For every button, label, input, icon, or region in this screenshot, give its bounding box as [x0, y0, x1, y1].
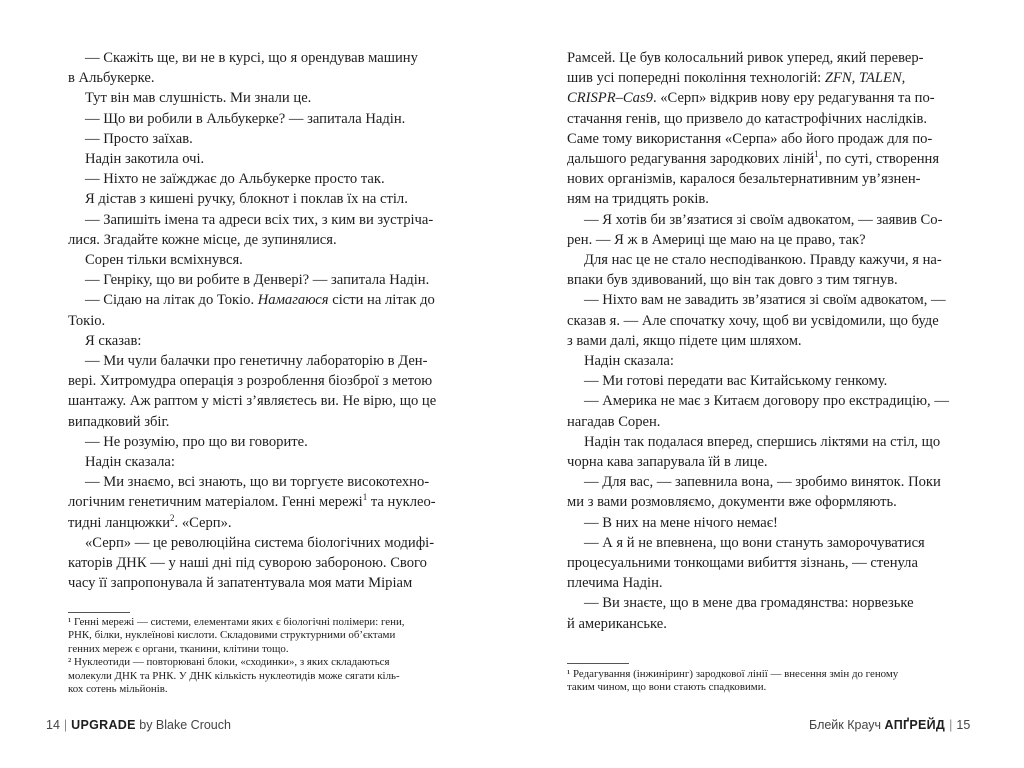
text-line: — Для вас, — запевнила вона, — зробимо виняток. Поки	[584, 474, 941, 491]
text-line: Рамсей. Це був колосальний ривок уперед, який перевер-	[567, 50, 924, 66]
text-line: — Скажіть ще, ви не в курсі, що я орендував машину	[85, 50, 418, 66]
folio-separator: |	[63, 718, 68, 732]
text-line: вері. Хитромудра операція з розроблення біозброї з метою	[68, 373, 433, 390]
left-page-body	[68, 48, 458, 593]
footnote-marker: 1	[814, 149, 819, 160]
text-line: CRISPR–Cas9. «Серп» відкрив нову еру редагування та по-	[567, 90, 935, 107]
text-line: — Ніхто не заїжджає до Альбукерке просто так.	[85, 171, 385, 188]
right-footnote-rule	[567, 663, 629, 664]
text-line: — Не розумію, про що ви говорите.	[85, 433, 308, 450]
text-line: Тут він мав слушність. Ми знали це.	[85, 90, 312, 107]
right-page-body	[567, 48, 957, 634]
text-line: Надін так подалася вперед, спершись ліктями на стіл, що	[584, 433, 941, 450]
text-line: тидні ланцюжки$^2$. «Серп».	[68, 512, 232, 531]
footnote-line: ¹ Генні мережі — системи, елементами яких є біологічні полімери: гени,	[68, 616, 405, 628]
text-line: — Ми готові передати вас Китайському генкому.	[584, 373, 888, 390]
text-line: — Запишіть імена та адреси всіх тих, з ким ви зустріча-	[85, 211, 434, 228]
text-line: — Що ви робили в Альбукерке? — запитала Надін.	[85, 110, 406, 127]
footnote-marker: 1	[362, 492, 368, 503]
text-line: логічним генетичним матеріалом. Генні мережі$^1$ та нуклео-	[68, 492, 436, 511]
text-line: процесуальними тонкощами вибиття зізнань, — стенула	[567, 555, 918, 572]
footnote-line: ¹ Редагування (інжиніринг) зародкової лінії — внесення змін до геному	[567, 668, 899, 680]
footnote-line: молекули ДНК та РНК. У ДНК кількість нуклеотидів може сягати кіль-	[68, 669, 400, 682]
text-line: ням на тридцять років.	[567, 191, 709, 208]
text-line: Сорен тільки всміхнувся.	[85, 252, 243, 269]
text-line: каторів ДНК — у наші дні під суворою забороною. Свого	[68, 555, 427, 572]
text-line: — А я й не впевнена, що вони стануть заморочуватися	[584, 534, 925, 551]
footnote-marker: 2	[170, 512, 175, 523]
left-folio	[46, 718, 231, 732]
text-line: стачання генів, що призвело до катастрофічних наслідків.	[567, 110, 928, 127]
right-running-title: АПҐРЕЙД	[884, 718, 946, 732]
text-line: — Сідаю на літак до Токіо. Намагаюся сісти на літак до	[85, 292, 435, 309]
text-line: — Ви знаєте, що в мене два громадянства: норвезьке	[584, 595, 914, 612]
text-line: шантажу. Аж раптом у місті з’являєтесь ви. Не вірю, що це	[68, 393, 437, 410]
right-folio	[809, 718, 970, 732]
left-page-number: 14	[46, 718, 60, 732]
text-line: плечима Надін.	[567, 575, 663, 592]
text-line: Для нас це не стало несподіванкою. Правду кажучи, я на-	[584, 252, 942, 269]
text-line: — Просто заїхав.	[85, 130, 193, 147]
text-line: Токіо.	[68, 312, 106, 329]
left-footnote-rule	[68, 612, 130, 613]
text-line: Саме тому використання «Серпа» або його продаж для по-	[567, 130, 933, 147]
text-line: чорна кава запарувала їй в лице.	[567, 454, 768, 471]
text-line: рен. — Я ж в Америці ще маю на це право, так?	[567, 231, 866, 248]
text-line: дальшого редагування зародкових ліній$^1$, по суті, створення	[567, 149, 940, 168]
right-page-number: 15	[956, 718, 971, 732]
footnote-line: кох сотень мільйонів.	[68, 683, 168, 695]
text-line: — Америка не має з Китаєм договору про екстрадицію, —	[584, 393, 949, 410]
text-line: лися. Згадайте кожне місце, де зупинялися.	[68, 231, 337, 248]
text-line: Надін закотила очі.	[85, 151, 205, 168]
text-line: Надін сказала:	[584, 353, 674, 370]
text-line: впаки був здивований, що він так довго з тим тягнув.	[567, 272, 898, 289]
text-line: шив усі попередні покоління технологій: ZFN, TALEN,	[567, 70, 906, 87]
text-line: Надін сказала:	[85, 454, 175, 471]
text-line: «Серп» — це революційна система біологічних модифі-	[85, 534, 435, 551]
text-line: — Ми знаємо, всі знають, що ви торгуєте високотехно-	[85, 474, 430, 491]
text-line: й американське.	[567, 615, 667, 632]
folio-separator: |	[949, 718, 953, 732]
text-line: Я дістав з кишені ручку, блокнот і поклав їх на стіл.	[85, 191, 408, 208]
text-line: — Ми чули балачки про генетичну лабораторію в Ден-	[85, 353, 428, 370]
text-line: — В них на мене нічого немає!	[584, 514, 778, 531]
text-line: випадковий збіг.	[68, 413, 170, 430]
left-running-title: UPGRADE	[71, 718, 136, 732]
left-running-byline: by Blake Crouch	[139, 718, 231, 732]
footnote-line: ² Нуклеотиди — повторювані блоки, «сходинки», з яких складаються	[68, 656, 390, 669]
text-line: з вами далі, якщо підете цим шляхом.	[567, 332, 802, 349]
text-line: — Генріку, що ви робите в Денвері? — запитала Надін.	[85, 272, 430, 289]
text-line: Я сказав:	[85, 332, 142, 349]
footnote-line: РНК, білки, нуклеїнові кислоти. Складовими структурними об’єктами	[68, 629, 396, 642]
text-line: нових організмів, каралося безальтернативним ув’язнен-	[567, 171, 921, 188]
text-line: сказав я. — Але спочатку хочу, щоб ви усвідомили, що буде	[567, 312, 939, 329]
footnote-line: таким чином, що вони стають спадковими.	[567, 681, 767, 694]
text-line: — Ніхто вам не завадить зв’язатися зі своїм адвокатом, —	[584, 292, 946, 309]
footnote-line: генних мереж є органи, тканини, клітини тощо.	[68, 642, 289, 655]
text-line: ми з вами розмовляємо, документи вже оформляють.	[567, 494, 897, 511]
text-line: — Я хотів би зв’язатися зі своїм адвокатом, — заявив Со-	[584, 211, 943, 228]
right-running-author: Блейк Крауч	[809, 718, 882, 732]
text-line: в Альбукерке.	[68, 70, 155, 87]
text-line: нагадав Сорен.	[567, 413, 661, 430]
text-line: часу її запропонувала й запатентувала моя мати Міріам	[68, 575, 413, 592]
